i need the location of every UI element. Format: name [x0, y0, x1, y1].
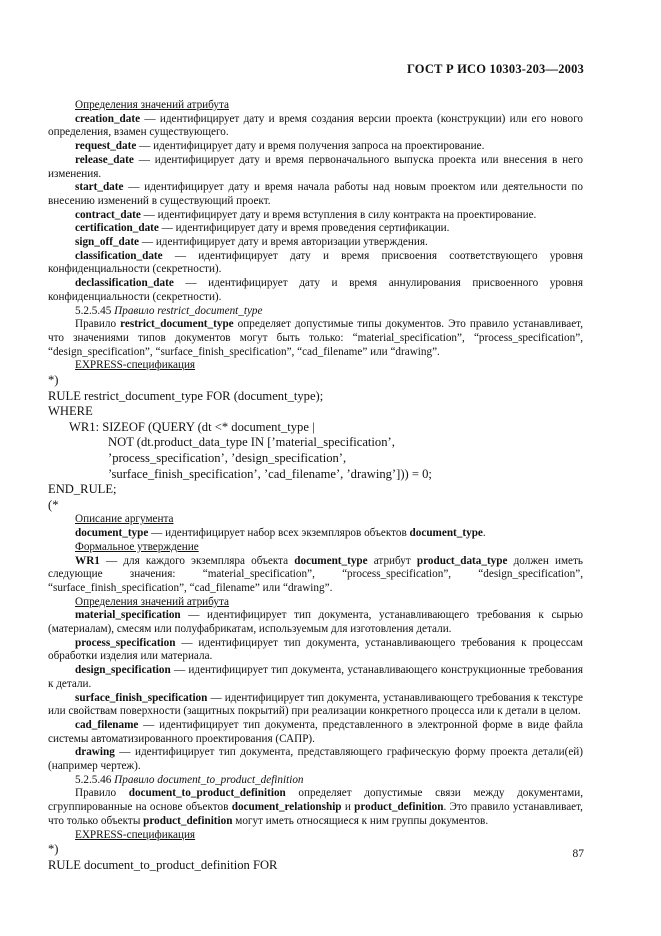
page-header: ГОСТ Р ИСО 10303-203—2003	[406, 62, 584, 76]
definition-item: certification_date — идентифицирует дату и время проведения сертификации.	[75, 222, 450, 235]
express-heading: EXPRESS-спецификация	[75, 359, 196, 372]
definition-item: release_date — идентифицирует дату и время первоначального выпуска проекта или внесения в него изменения.	[48, 153, 583, 180]
section-heading: Описание аргумента	[75, 513, 174, 526]
definition-item: material_specification — идентифицирует тип документа, устанавливающего требования к сырью (материалам), смесям или полуфабрикатам, используемым для изготовления детали.	[48, 609, 583, 636]
page-number: 87	[572, 848, 584, 860]
rule-intro: Правило restrict_document_type определяет допустимые типы документов. Это правило устанавливает, что значениями типов документов могут быть только: “material_specification”, “process_specification”, “design_specification”, “surface_finish_specification”, “cad_filename” или “drawing”.	[48, 318, 584, 358]
section-heading: Формальное утверждение	[75, 540, 199, 553]
definition-item: declassification_date — идентифицирует дату и время аннулирования присвоенного уровня конфиденциальности (секретности).	[48, 277, 583, 303]
definition-item: start_date — идентифицирует дату и время начала работы над новым проектом или деятельности по внесению изменений в существующий проект.	[48, 181, 583, 207]
rule-intro: Правило document_to_product_definition определяет допустимые связи между документами, сгруппированные на основе объектов document_relationship и product_definition. Это правило устанавливает, что только объекты product_definition могут иметь относящиеся к ним группы документов.	[48, 787, 583, 827]
definition-item: surface_finish_specification — идентифицирует тип документа, устанавливающего требования к текстуре или свойствам поверхности (защитных покрытий) при реализации конкретного процесса или к детали в целом.	[48, 691, 583, 718]
express-heading: EXPRESS-спецификация	[75, 828, 196, 841]
definition-item: sign_off_date — идентифицирует дату и время авторизации утверждения.	[75, 236, 428, 249]
express-code: *) RULE restrict_document_type FOR (document_type); WHERE WR1: SIZEOF (QUERY (dt <* document_type | NOT (dt.product_data_type IN [’material_specification’, ’process_specification’, ’design_specification’, ’surface_finish_specification’, ’cad_filename’, ’drawing’])) = 0; END_RULE; (*	[48, 373, 432, 512]
page-body	[48, 99, 583, 873]
express-code: *) RULE document_to_product_definition FOR	[48, 842, 278, 872]
section-heading: Определения значений атрибута	[75, 595, 230, 608]
definition-item: contract_date — идентифицирует дату и время вступления в силу контракта на проектирование.	[75, 208, 537, 221]
section-heading: Определения значений атрибута	[75, 99, 230, 111]
definition-item: cad_filename — идентифицирует тип документа, представленного в электронной форме в виде файла системы автоматизированного проектирования (САПР).	[48, 718, 583, 745]
formal-statement: WR1 — для каждого экземпляра объекта document_type атрибут product_data_type должен иметь следующие значения: “material_specification”, “process_specification”, “design_specification”, “surface_finish_specification”, “cad_filename” или “drawing”.	[48, 554, 584, 594]
definition-item: creation_date — идентифицирует дату и время создания версии проекта (конструкции) или его нового определения, взамен существующего.	[48, 112, 583, 139]
rule-title: 5.2.5.46 Правило document_to_product_definition	[75, 773, 304, 786]
rule-title: 5.2.5.45 Правило restrict_document_type	[75, 304, 263, 317]
definition-item: drawing — идентифицирует тип документа, представляющего графическую форму проекта детали(ей) (например чертеж).	[48, 746, 583, 773]
definition-item: classification_date — идентифицирует дату и время присвоения соответствующего уровня конфиденциальности (секретности).	[48, 249, 583, 276]
definition-item: design_specification — идентифицирует тип документа, устанавливающего конструкционные требования к детали.	[48, 664, 583, 690]
argument-description: document_type — идентифицирует набор всех экземпляров объектов document_type.	[75, 527, 486, 540]
definition-item: request_date — идентифицирует дату и время получения запроса на проектирование.	[75, 140, 485, 153]
definition-item: process_specification — идентифицирует тип документа, устанавливающего требования к процессам обработки изделия или материала.	[48, 636, 583, 663]
